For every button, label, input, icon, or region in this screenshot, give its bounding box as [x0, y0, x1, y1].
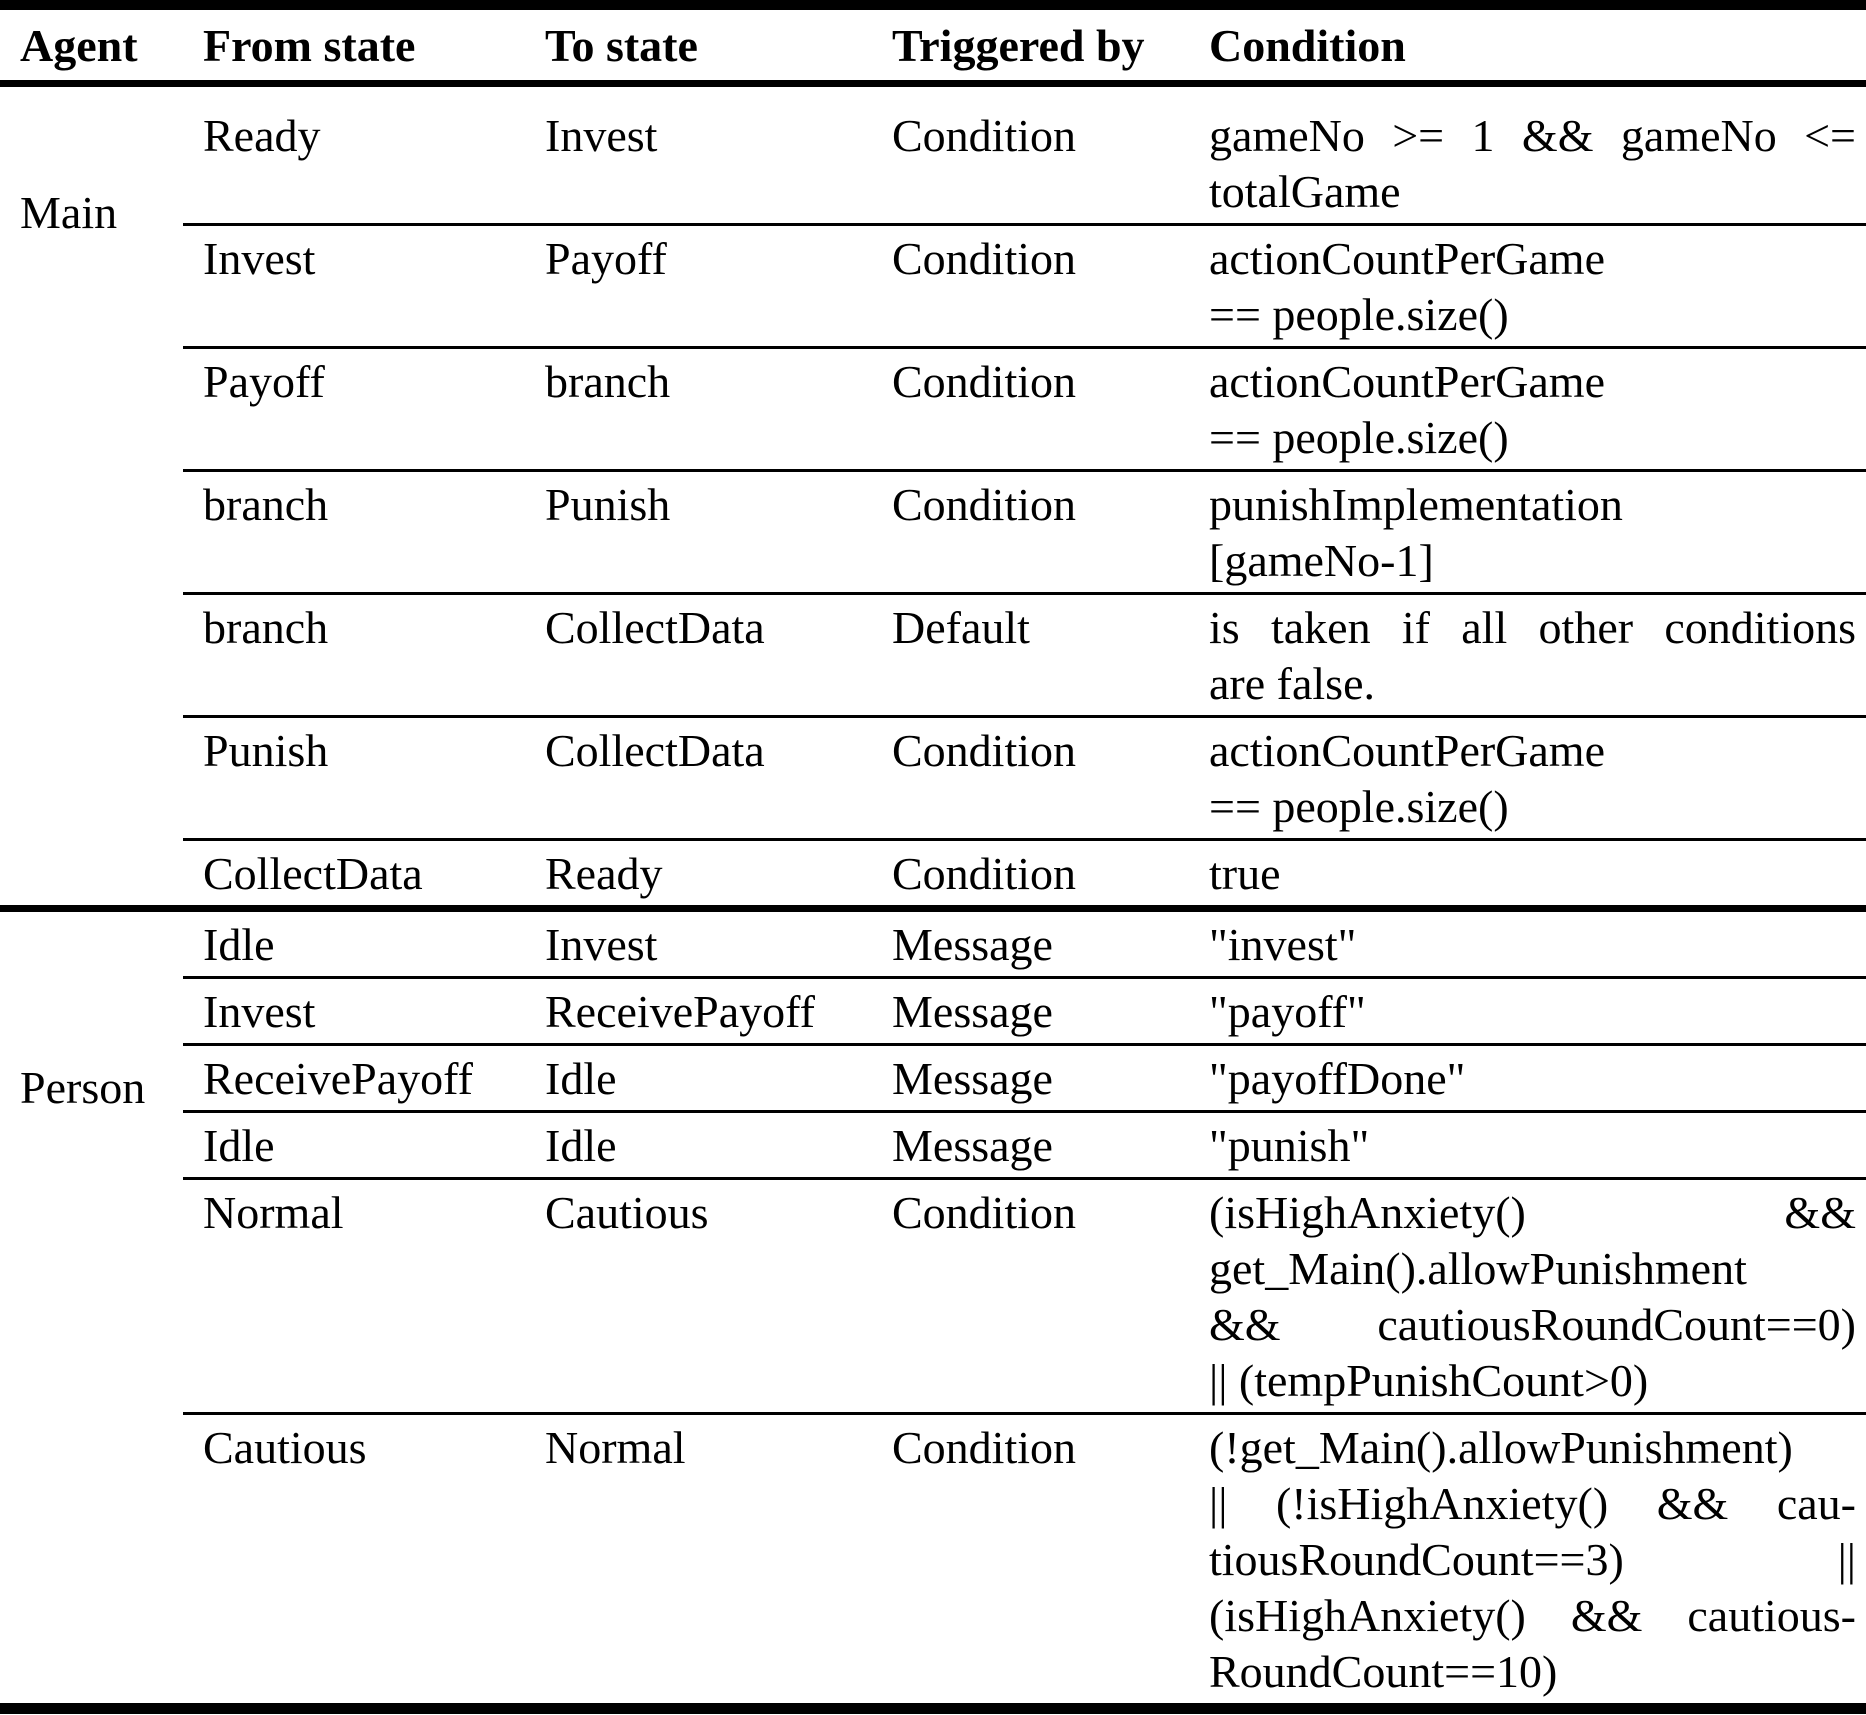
condition-line: is taken if all other conditions	[1209, 602, 1856, 653]
from-state-cell: CollectData	[203, 848, 423, 899]
table-row	[183, 976, 1866, 1043]
table-header-row	[0, 10, 1866, 80]
condition-cell	[1189, 917, 1866, 973]
condition-cell	[1189, 231, 1866, 343]
condition-line: == people.size()	[1209, 781, 1509, 832]
from-state-cell: Punish	[203, 725, 329, 776]
triggered-by-cell: Message	[892, 1053, 1053, 1104]
table-row	[183, 346, 1866, 469]
to-state-cell: CollectData	[545, 602, 765, 653]
triggered-by-cell: Condition	[892, 1422, 1077, 1473]
from-state-cell: Invest	[203, 986, 316, 1037]
condition-cell	[1189, 600, 1866, 712]
agent-label: Person	[20, 1062, 146, 1113]
condition-line: "invest"	[1209, 919, 1357, 970]
to-state-cell: ReceivePayoff	[545, 986, 815, 1037]
condition-line: "payoff"	[1209, 986, 1366, 1037]
triggered-by-cell: Condition	[892, 848, 1077, 899]
condition-cell	[1189, 1185, 1866, 1409]
condition-line: (isHighAnxiety() && cautious-	[1209, 1590, 1856, 1641]
table-body	[0, 87, 1866, 1703]
triggered-by-cell: Message	[892, 986, 1053, 1037]
to-state-cell: Punish	[545, 479, 671, 530]
condition-line: actionCountPerGame	[1209, 233, 1606, 284]
condition-line: == people.size()	[1209, 289, 1509, 340]
condition-line: tiousRoundCount==3) ||	[1209, 1534, 1856, 1585]
table-row	[183, 912, 1866, 976]
condition-line: totalGame	[1209, 166, 1401, 217]
table-row	[183, 1412, 1866, 1703]
to-state-cell: Invest	[545, 110, 658, 161]
from-state-cell: Invest	[203, 233, 316, 284]
section-person	[0, 912, 1866, 1703]
column-header-agent: Agent	[20, 20, 138, 71]
condition-line: RoundCount==10)	[1209, 1646, 1558, 1697]
to-state-cell: Cautious	[545, 1187, 709, 1238]
table-row	[183, 715, 1866, 838]
condition-cell	[1189, 108, 1866, 220]
condition-line: || (!isHighAnxiety() && cau-	[1209, 1478, 1856, 1529]
condition-line: == people.size()	[1209, 412, 1509, 463]
from-state-cell: Cautious	[203, 1422, 367, 1473]
condition-cell	[1189, 1118, 1866, 1174]
condition-line: punishImplementation	[1209, 479, 1623, 530]
condition-line: get_Main().allowPunishment	[1209, 1243, 1747, 1294]
condition-cell	[1189, 846, 1866, 902]
section-rows	[183, 87, 1866, 905]
triggered-by-cell: Condition	[892, 479, 1077, 530]
agent-label: Main	[20, 187, 118, 238]
triggered-by-cell: Condition	[892, 110, 1077, 161]
to-state-cell: Idle	[545, 1120, 617, 1171]
condition-line: || (tempPunishCount>0)	[1209, 1355, 1649, 1406]
triggered-by-cell: Condition	[892, 1187, 1077, 1238]
condition-line: [gameNo-1]	[1209, 535, 1434, 586]
table-row	[183, 1043, 1866, 1110]
column-header-condition: Condition	[1209, 20, 1406, 71]
column-header-to-state: To state	[545, 20, 698, 71]
from-state-cell: Idle	[203, 919, 275, 970]
table-row	[183, 223, 1866, 346]
table-row	[183, 838, 1866, 905]
condition-line: && cautiousRoundCount==0)	[1209, 1299, 1856, 1350]
triggered-by-cell: Message	[892, 1120, 1053, 1171]
to-state-cell: branch	[545, 356, 671, 407]
to-state-cell: Ready	[545, 848, 663, 899]
from-state-cell: branch	[203, 479, 329, 530]
from-state-cell: ReceivePayoff	[203, 1053, 473, 1104]
from-state-cell: Idle	[203, 1120, 275, 1171]
triggered-by-cell: Default	[892, 602, 1030, 653]
from-state-cell: Payoff	[203, 356, 325, 407]
section-divider-rule	[0, 905, 1866, 912]
triggered-by-cell: Condition	[892, 725, 1077, 776]
to-state-cell: Payoff	[545, 233, 667, 284]
section-main	[0, 87, 1866, 905]
table-row	[183, 469, 1866, 592]
condition-cell	[1189, 984, 1866, 1040]
condition-line: actionCountPerGame	[1209, 356, 1606, 407]
condition-line: (isHighAnxiety() &&	[1209, 1187, 1856, 1238]
condition-cell	[1189, 1051, 1866, 1107]
condition-cell	[1189, 354, 1866, 466]
condition-cell	[1189, 723, 1866, 835]
from-state-cell: Normal	[203, 1187, 344, 1238]
triggered-by-cell: Condition	[892, 233, 1077, 284]
table-bottom-rule	[0, 1703, 1866, 1714]
to-state-cell: CollectData	[545, 725, 765, 776]
condition-line: true	[1209, 848, 1281, 899]
header-rule	[0, 80, 1866, 87]
from-state-cell: Ready	[203, 110, 321, 161]
table-row	[183, 1110, 1866, 1177]
condition-line: "payoffDone"	[1209, 1053, 1466, 1104]
table-row	[183, 87, 1866, 223]
to-state-cell: Idle	[545, 1053, 617, 1104]
triggered-by-cell: Message	[892, 919, 1053, 970]
condition-cell	[1189, 1420, 1866, 1700]
table-row	[183, 592, 1866, 715]
condition-cell	[1189, 477, 1866, 589]
to-state-cell: Normal	[545, 1422, 686, 1473]
table-top-rule	[0, 0, 1866, 10]
section-rows	[183, 912, 1866, 1703]
condition-line: "punish"	[1209, 1120, 1370, 1171]
from-state-cell: branch	[203, 602, 329, 653]
to-state-cell: Invest	[545, 919, 658, 970]
condition-line: gameNo >= 1 && gameNo <=	[1209, 110, 1856, 161]
table-row	[183, 1177, 1866, 1412]
column-header-from-state: From state	[203, 20, 416, 71]
condition-line: are false.	[1209, 658, 1375, 709]
triggered-by-cell: Condition	[892, 356, 1077, 407]
condition-line: (!get_Main().allowPunishment)	[1209, 1422, 1793, 1473]
column-header-triggered-by: Triggered by	[892, 20, 1145, 71]
condition-line: actionCountPerGame	[1209, 725, 1606, 776]
